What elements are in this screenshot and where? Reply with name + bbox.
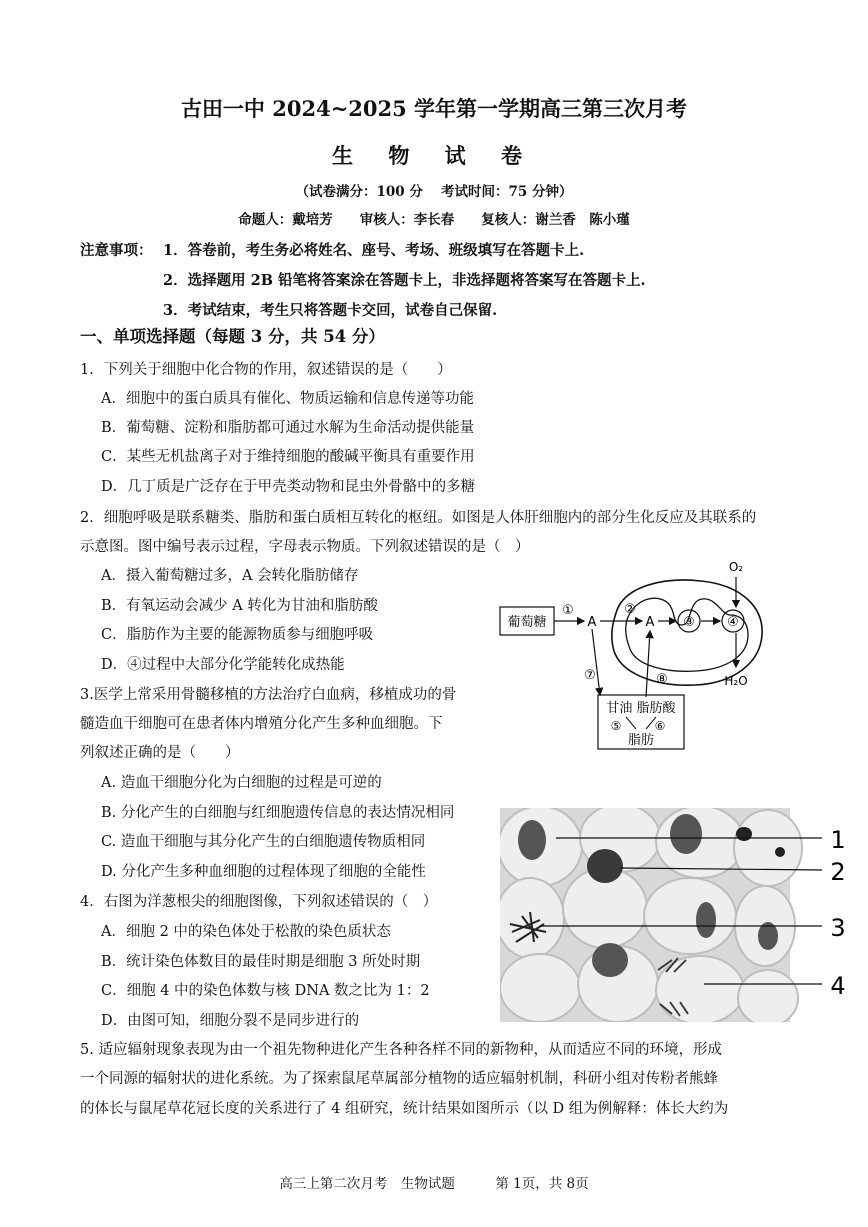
q1-option-d: D．几丁质是广泛存在于甲壳类动物和昆虫外骨骼中的多糖 [101, 479, 476, 495]
page-footer: 高三上第二次月考 生物试题 第 1页，共 8页 [279, 1176, 589, 1192]
q2-stem-line2: 示意图。图中编号表示过程，字母表示物质。下列叙述错误的是（ ） [80, 539, 530, 555]
mitochondrion-inner [626, 598, 748, 671]
process-4-label: ④ [727, 615, 739, 630]
metabolism-diagram [496, 555, 778, 753]
substance-a-inner: A [645, 615, 655, 630]
cell-label-1: 1 [830, 826, 846, 854]
q3-option-d: D. 分化产生多种血细胞的过程体现了细胞的全能性 [101, 864, 426, 880]
notice-item-3: 3．考试结束，考生只将答题卡交回，试卷自己保留. [163, 302, 498, 319]
notice-item-1: 1．答卷前，考生务必将姓名、座号、考场、班级填写在答题卡上. [163, 242, 585, 259]
section-title: 一、单项选择题（每题 3 分，共 54 分） [80, 327, 385, 346]
q2-option-b: B．有氧运动会减少 A 转化为甘油和脂肪酸 [101, 598, 378, 614]
exam-title: 古田一中 2024~2025 学年第一学期高三第三次月考 [180, 96, 688, 121]
q5-line3: 的体长与鼠尾草花冠长度的关系进行了 4 组研究，统计结果如图所示（以 D 组为例解释：体长大约为 [80, 1101, 729, 1117]
q2-option-a: A．摄入葡萄糖过多，A 会转化脂肪储存 [101, 568, 359, 584]
mitochondrion-outer [612, 580, 762, 685]
water-label: H₂O [724, 674, 748, 688]
q1-option-a: A．细胞中的蛋白质具有催化、物质运输和信息传递等功能 [101, 391, 474, 407]
q2-option-c: C．脂肪作为主要的能源物质参与细胞呼吸 [101, 627, 374, 643]
q3-option-b: B. 分化产生的白细胞与红细胞遗传信息的表达情况相同 [101, 805, 455, 821]
substance-a-outer: A [587, 615, 597, 630]
q4-option-a: A．细胞 2 中的染色体处于松散的染色质状态 [101, 924, 391, 940]
notice-label: 注意事项： [80, 242, 153, 259]
cell-label-3: 3 [830, 914, 846, 942]
process-8-label: ⑧ [656, 672, 668, 687]
q1-option-c: C．某些无机盐离子对于维持细胞的酸碱平衡具有重要作用 [101, 449, 475, 465]
exam-info: （试卷满分：100 分 考试时间：75 分钟） [295, 184, 573, 200]
q4-stem: 4．右图为洋葱根尖的细胞图像，下列叙述错误的（ ） [80, 894, 438, 910]
cell-label-2: 2 [830, 858, 846, 886]
notice-item-2: 2．选择题用 2B 铅笔将答案涂在答题卡上，非选择题将答案写在答题卡上. [163, 272, 646, 289]
q4-option-d: D．由图可知，细胞分裂不是同步进行的 [101, 1013, 360, 1029]
exam-subject: 生 物 试 卷 [332, 143, 536, 168]
q1-option-b: B．葡萄糖、淀粉和脂肪都可通过水解为生命活动提供能量 [101, 420, 475, 436]
q3-stem-line2: 髓造血干细胞可在患者体内增殖分化产生多种血细胞。下 [80, 716, 443, 732]
process-2-label: ② [624, 602, 636, 617]
q5-line2: 一个同源的辐射状的进化系统。为了探索鼠尾草属部分植物的适应辐射机制，科研小组对传粉者熊蜂 [80, 1071, 718, 1087]
onion-root-tip-micrograph [500, 808, 862, 1022]
q2-option-d: D．④过程中大部分化学能转化成热能 [101, 657, 345, 673]
q3-stem-line3: 列叙述正确的是（ ） [80, 745, 240, 761]
q4-option-c: C．细胞 4 中的染色体数与核 DNA 数之比为 1：2 [101, 983, 430, 999]
cell-label-4: 4 [830, 972, 846, 1000]
q4-option-b: B．统计染色体数目的最佳时期是细胞 3 所处时期 [101, 954, 421, 970]
q5-line1: 5. 适应辐射现象表现为由一个祖先物种进化产生各种各样不同的新物种，从而适应不同的环境，形成 [80, 1042, 722, 1058]
fat-label: 脂肪 [627, 733, 655, 748]
glycerol-fatty-acid-label: 甘油 脂肪酸 [606, 701, 676, 716]
q3-option-a: A. 造血干细胞分化为白细胞的过程是可逆的 [101, 775, 382, 791]
q3-stem-line1: 3.医学上常采用骨髓移植的方法治疗白血病，移植成功的骨 [80, 687, 457, 703]
process-3-label: ③ [683, 615, 695, 630]
process-1-label: ① [562, 603, 574, 618]
q2-stem-line1: 2．细胞呼吸是联系糖类、脂肪和蛋白质相互转化的枢纽。如图是人体肝细胞内的部分生化反应及其联系的 [80, 510, 757, 526]
process-5-label: ⑤ [610, 719, 622, 733]
glucose-label: 葡萄糖 [507, 615, 547, 630]
process-6-label: ⑥ [654, 719, 666, 733]
q3-option-c: C. 造血干细胞与其分化产生的白细胞遗传物质相同 [101, 834, 426, 850]
process-7-label: ⑦ [584, 668, 596, 683]
q1-stem: 1．下列关于细胞中化合物的作用，叙述错误的是（ ） [80, 362, 452, 378]
exam-authors: 命题人：戴培芳 审核人：李长春 复核人：谢兰香 陈小瑾 [238, 212, 630, 228]
oxygen-label: O₂ [728, 560, 744, 574]
